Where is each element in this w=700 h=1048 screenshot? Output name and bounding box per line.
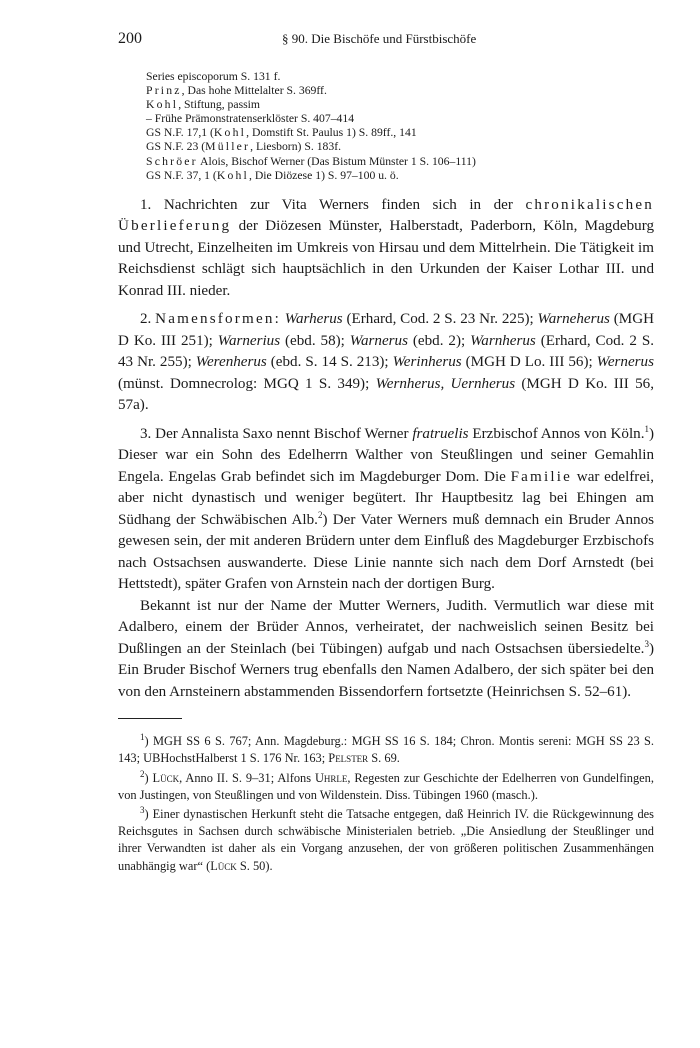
footnote-divider xyxy=(118,718,182,719)
book-page xyxy=(118,30,654,875)
bibliography-list xyxy=(146,70,654,183)
paragraph-name-forms: 2. Namensformen: Warherus (Erhard, Cod. 2 S. 23 Nr. 225); Warneherus (MGH D Ko. III 251); Warnerius (ebd. 58); Warnerus (ebd. 2); Warnherus (Erhard, Cod. 2 S. 43 Nr. 255); Werenherus (ebd. S. 14 S. 213); Werinherus (MGH D Lo. III 56); Wernerus (münst. Domnecrolog: MGQ 1 S. 349); Wernherus, Uernherus (MGH D Ko. III 56, 57a). xyxy=(118,311,655,414)
bibliography-entry: Prinz, Das hohe Mittelalter S. 369ff. xyxy=(146,84,327,98)
bibliography-entry: GS N.F. 17,1 (Kohl, Domstift St. Paulus 1) S. 89ff., 141 xyxy=(146,126,417,140)
bibliography-entry: – Frühe Prämonstratenserklöster S. 407–414 xyxy=(146,112,355,126)
bibliography-entry: Kohl, Stiftung, passim xyxy=(146,98,261,112)
footnote-3: $^3$) Einer dynastischen Herkunft steht die Tatsache entgegen, daß Heinrich IV. die Rückgewinnung des Reichsgutes in Sachsen durch schwäbische Ministerialen betrieb. „Die Ansiedlung der Steußlinger und ihrer Verwandten ist daher als ein Vorgang anzusehen, der von größeren politischen Zusammenhängen unabhängig war“ (Lück S. 50). xyxy=(118,804,654,873)
page-number: 200 xyxy=(118,30,142,47)
footnote-2: $^2$) Lück, Anno II. S. 9–31; Alfons Uhrle, Regesten zur Geschichte der Edelherren von Gundelfingen, von Justingen, von Steußlingen und von Wildenstein. Diss. Tübingen 1960 (masch.). xyxy=(118,768,654,802)
footnote-1: $^1$) MGH SS 6 S. 767; Ann. Magdeburg.: MGH SS 16 S. 184; Chron. Montis sereni: MGH SS 23 S. 143; UBHochstHalberst 1 S. 176 Nr. 163; Pelster S. 69. xyxy=(118,732,654,766)
bibliography-entry: Schröer Alois, Bischof Werner (Das Bistum Münster 1 S. 106–111) xyxy=(146,154,476,168)
footnote-ref[interactable]: 1 xyxy=(644,423,649,434)
page-header xyxy=(118,30,654,54)
paragraph-mother: Bekannt ist nur der Name der Mutter Werners, Judith. Vermutlich war diese mit Adalbero, einem der Brüder Annos, verheiratet, der nachweislich seinen Besitz bei Dußlingen an der Steinlach (bei Tübingen) aufgab und nach Ostsachsen übersiedelte.$^3$) Ein Bruder Bischof Werners trug ebenfalls den Namen Adalbero, der sich später bei den von den Arnsteinern abstammenden Bissendorfern fortsetzte (Heinrichsen S. 52–61). xyxy=(118,597,654,700)
footnote-ref[interactable]: 3 xyxy=(644,638,649,649)
bibliography-entry: Series episcoporum S. 131 f. xyxy=(146,70,281,83)
main-text xyxy=(118,195,654,704)
paragraph-family: 3. Der Annalista Saxo nennt Bischof Werner fratruelis Erzbischof Annos von Köln.$^1$) Dieser war ein Sohn des Edelherrn Walther von Steußlingen und seiner Gemahlin Engela. Engelas Grab befindet sich im Magdeburger Dom. Die Familie war edelfrei, aber nicht dynastisch und weniger begütert. Ihr Hauptbesitz lag bei Ehingen am Südhang der Schwäbischen Alb.$^2$) Der Vater Werners muß demnach ein Bruder Annos gewesen sein, der mit anderen Brüdern unter dem Einfluß des Magdeburger Erzbischofs nach Ostsachsen auswanderte. Diese Linie nannte sich nach dem Dorf Arnstedt (bei Hettstedt), später Grafen von Arnstein nach der dortigen Burg. xyxy=(118,423,655,593)
footnotes xyxy=(118,733,654,875)
paragraph-chronicle: 1. Nachrichten zur Vita Werners finden sich in der chronikalischen Überlieferung der Diözesen Münster, Halberstadt, Paderborn, Köln, Magdeburg und Utrecht, Einzelheiten im Umkreis von Hirsau und dem Mittelrhein. Die Tätigkeit im Reichsdienst schlägt sich hauptsächlich in den Urkunden der Kaiser Lothar III. und Konrad III. nieder. xyxy=(118,196,654,299)
running-head: § 90. Die Bischöfe und Fürstbischöfe xyxy=(282,31,477,46)
bibliography-entry: GS N.F. 23 (Müller, Liesborn) S. 183f. xyxy=(146,140,342,154)
footnote-ref[interactable]: 2 xyxy=(317,509,323,520)
bibliography-entry: GS N.F. 37, 1 (Kohl, Die Diözese 1) S. 97–100 u. ö. xyxy=(146,168,399,182)
